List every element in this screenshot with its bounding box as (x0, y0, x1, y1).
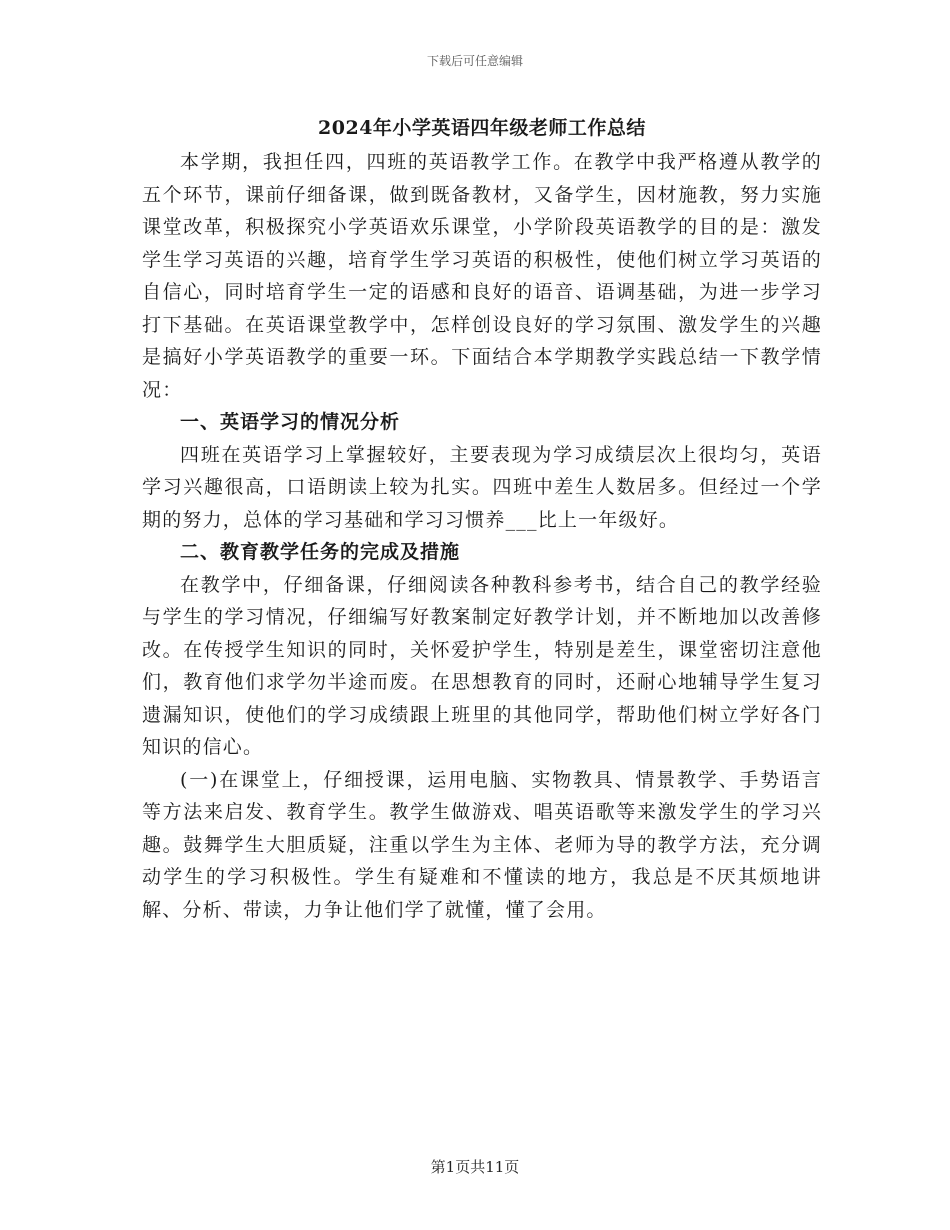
intro-paragraph: 本学期，我担任四，四班的英语教学工作。在教学中我严格遵从教学的五个环节，课前仔细备课，做到既备教材，又备学生，因材施教，努力实施课堂改革，积极探究小学英语欢乐课堂，小学阶段英语教学的目的是：激发学生学习英语的兴趣，培育学生学习英语的积极性，使他们树立学习英语的自信心，同时培育学生一定的语感和良好的语音、语调基础，为进一步学习打下基础。在英语课堂教学中，怎样创设良好的学习氛围、激发学生的兴趣是搞好小学英语教学的重要一环。下面结合本学期教学实践总结一下教学情况： (142, 151, 822, 401)
document-body (142, 112, 822, 926)
classroom-paragraph: (一)在课堂上，仔细授课，运用电脑、实物教具、情景教学、手势语言等方法来启发、教育学生。教学生做游戏、唱英语歌等来激发学生的学习兴趣。鼓舞学生大胆质疑，注重以学生为主体、老师为导的教学方法，充分调动学生的学习积极性。学生有疑难和不懂读的地方，我总是不厌其烦地讲解、分析、带读，力争让他们学了就懂，懂了会用。 (142, 768, 822, 921)
page-indicator: 第1页共11页 (430, 1158, 520, 1176)
header-note: 下载后可任意编辑 (426, 54, 523, 68)
document-title: 2024年小学英语四年级老师工作总结 (318, 117, 646, 139)
section-heading-analysis: 一、英语学习的情况分析 (180, 411, 401, 433)
analysis-paragraph: 四班在英语学习上掌握较好，主要表现为学习成绩层次上很均匀，英语学习兴趣很高，口语朗读上较为扎实。四班中差生人数居多。但经过一个学期的努力，总体的学习基础和学习习惯养___比上一年级好。 (142, 443, 822, 531)
section-heading-measures: 二、教育教学任务的完成及措施 (180, 541, 461, 563)
measures-paragraph: 在教学中，仔细备课，仔细阅读各种教科参考书，结合自己的教学经验与学生的学习情况，仔细编写好教案制定好教学计划，并不断地加以改善修改。在传授学生知识的同时，关怀爱护学生，特别是差生，课堂密切注意他们，教育他们求学勿半途而废。在思想教育的同时，还耐心地辅导学生复习遗漏知识，使他们的学习成绩跟上班里的其他同学，帮助他们树立学好各门知识的信心。 (142, 573, 822, 758)
